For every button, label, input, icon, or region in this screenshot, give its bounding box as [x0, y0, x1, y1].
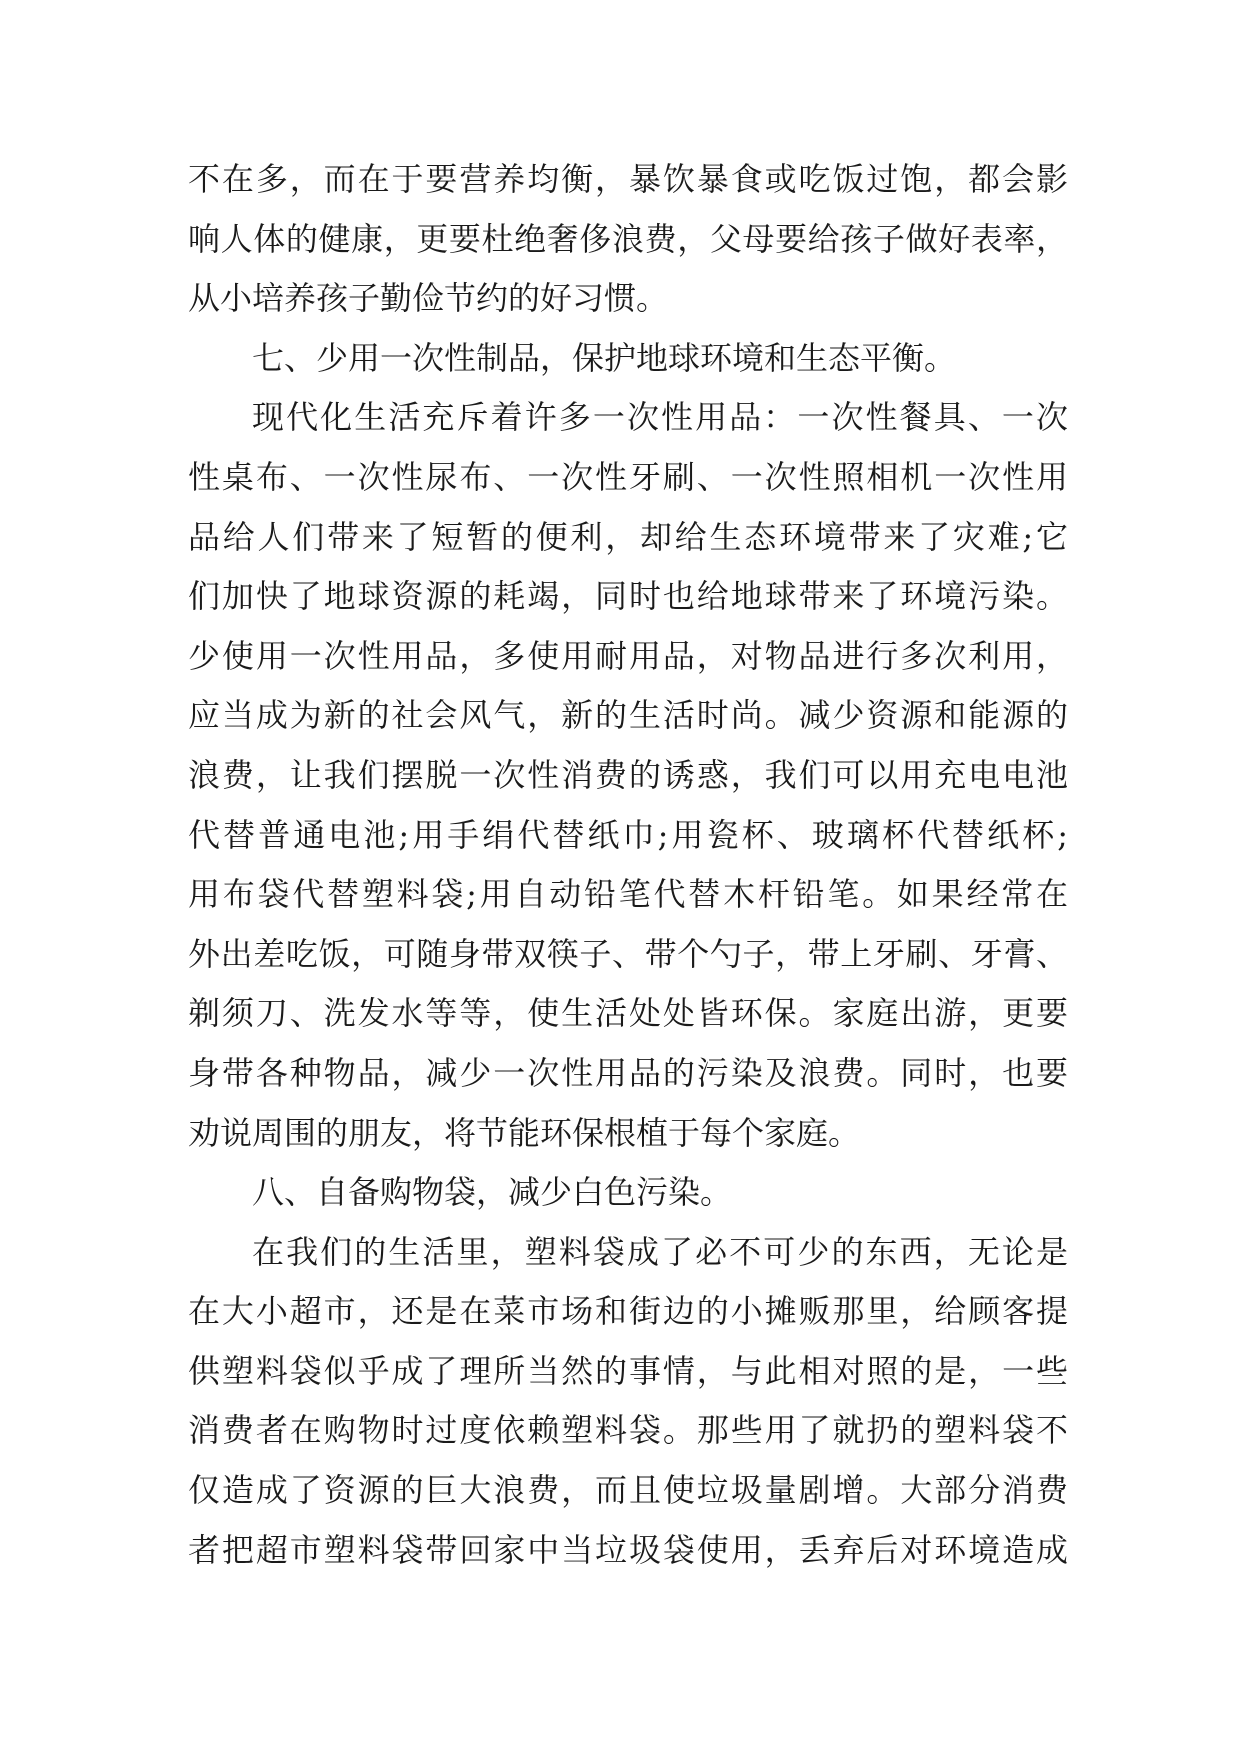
- text-line: 代替普通电池;用手绢代替纸巾;用瓷杯、玻璃杯代替纸杯;: [188, 815, 1068, 854]
- text-line: 八、自备购物袋，减少白色污染。: [252, 1173, 733, 1212]
- text-line: 消费者在购物时过度依赖塑料袋。那些用了就扔的塑料袋不: [188, 1411, 1068, 1450]
- text-line: 用布袋代替塑料袋;用自动铅笔代替木杆铅笔。如果经常在: [188, 875, 1068, 914]
- text-line: 外出差吃饭，可随身带双筷子、带个勺子，带上牙刷、牙膏、: [188, 934, 1068, 973]
- text-line: 者把超市塑料袋带回家中当垃圾袋使用，丢弃后对环境造成: [188, 1530, 1068, 1569]
- text-line: 在我们的生活里，塑料袋成了必不可少的东西，无论是: [252, 1232, 1068, 1271]
- text-line: 浪费，让我们摆脱一次性消费的诱惑，我们可以用充电电池: [188, 755, 1068, 794]
- text-line: 劝说周围的朋友，将节能环保根植于每个家庭。: [188, 1113, 861, 1152]
- text-line: 少使用一次性用品，多使用耐用品，对物品进行多次利用，: [188, 636, 1068, 675]
- text-line: 们加快了地球资源的耗竭，同时也给地球带来了环境污染。: [188, 577, 1068, 616]
- text-line: 在大小超市，还是在菜市场和街边的小摊贩那里，给顾客提: [188, 1292, 1068, 1331]
- text-line: 仅造成了资源的巨大浪费，而且使垃圾量剧增。大部分消费: [188, 1471, 1068, 1510]
- document-body: [188, 150, 1068, 1580]
- text-line: 现代化生活充斥着许多一次性用品：一次性餐具、一次: [252, 398, 1068, 437]
- text-line: 身带各种物品，减少一次性用品的污染及浪费。同时，也要: [188, 1053, 1068, 1092]
- text-line: 品给人们带来了短暂的便利，却给生态环境带来了灾难;它: [188, 517, 1068, 556]
- text-line: 从小培养孩子勤俭节约的好习惯。: [188, 279, 669, 318]
- text-line: 七、少用一次性制品，保护地球环境和生态平衡。: [252, 338, 957, 377]
- text-line: 响人体的健康，更要杜绝奢侈浪费，父母要给孩子做好表率，: [188, 219, 1068, 258]
- text-line: 不在多，而在于要营养均衡，暴饮暴食或吃饭过饱，都会影: [188, 160, 1068, 198]
- text-line: 性桌布、一次性尿布、一次性牙刷、一次性照相机一次性用: [188, 457, 1068, 496]
- text-line: 供塑料袋似乎成了理所当然的事情，与此相对照的是，一些: [188, 1351, 1068, 1390]
- text-line: 应当成为新的社会风气，新的生活时尚。减少资源和能源的: [188, 696, 1068, 735]
- text-line: 剃须刀、洗发水等等，使生活处处皆环保。家庭出游，更要: [188, 994, 1068, 1033]
